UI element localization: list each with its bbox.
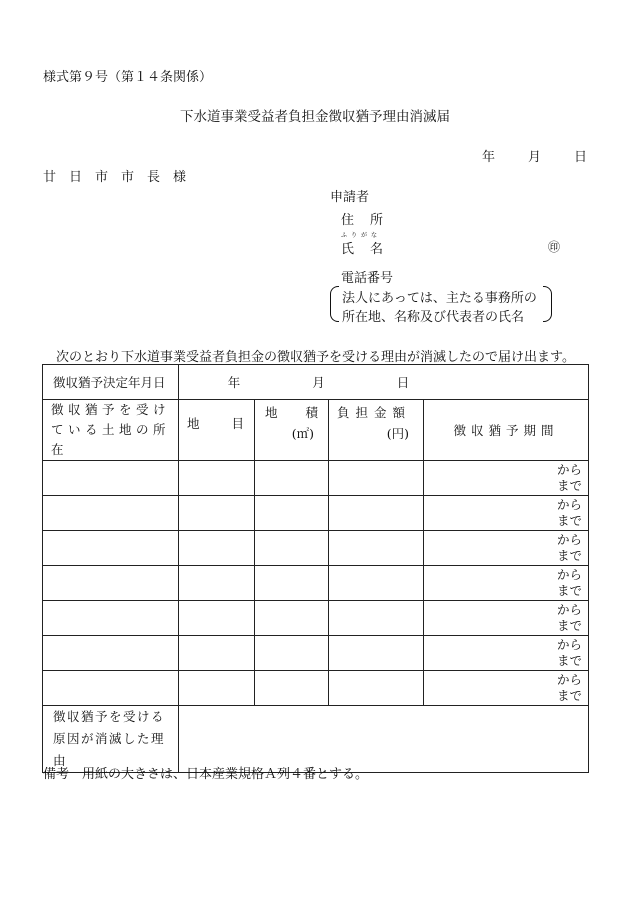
location-cell[interactable] bbox=[43, 601, 179, 636]
period-to-label: まで bbox=[557, 513, 583, 528]
burden-amount-cell[interactable] bbox=[329, 671, 424, 706]
period-to-label: まで bbox=[557, 583, 583, 598]
location-cell[interactable] bbox=[43, 636, 179, 671]
location-cell[interactable] bbox=[43, 671, 179, 706]
period-from-label: から bbox=[557, 637, 583, 652]
location-cell[interactable] bbox=[43, 461, 179, 496]
address-label: 住 所 bbox=[341, 213, 384, 228]
land-category-cell[interactable] bbox=[179, 496, 255, 531]
seal-mark: ㊞ bbox=[548, 240, 561, 254]
period-from-label: から bbox=[557, 567, 583, 582]
deferral-period-cell[interactable] bbox=[424, 531, 589, 566]
area-cell[interactable] bbox=[255, 601, 329, 636]
land-category-cell[interactable] bbox=[179, 636, 255, 671]
area-cell[interactable] bbox=[255, 671, 329, 706]
header-location: 徴収猶予を受けている土地の所在 bbox=[43, 400, 179, 461]
burden-amount-cell[interactable] bbox=[329, 636, 424, 671]
addressee: 廿 日 市 市 長 様 bbox=[43, 170, 187, 185]
year-label: 年 bbox=[482, 150, 496, 165]
notification-table bbox=[42, 364, 589, 773]
header-deferral-period: 徴収猶予期間 bbox=[424, 400, 589, 461]
area-cell[interactable] bbox=[255, 461, 329, 496]
name-label: 氏 名 bbox=[341, 242, 384, 257]
header-burden-amount: 負担金額 (円) bbox=[329, 400, 424, 461]
header-area: 地 積 (㎡) bbox=[255, 400, 329, 461]
location-cell[interactable] bbox=[43, 496, 179, 531]
table-row bbox=[43, 461, 589, 496]
period-from-label: から bbox=[557, 497, 583, 512]
period-to-label: まで bbox=[557, 478, 583, 493]
area-cell[interactable] bbox=[255, 636, 329, 671]
period-to-label: まで bbox=[557, 688, 583, 703]
document-title: 下水道事業受益者負担金徴収猶予理由消滅届 bbox=[180, 109, 450, 125]
table-row bbox=[43, 671, 589, 706]
burden-amount-cell[interactable] bbox=[329, 601, 424, 636]
header-land-category: 地 目 bbox=[179, 400, 255, 461]
form-number: 様式第９号（第１４条関係） bbox=[43, 70, 213, 85]
land-category-cell[interactable] bbox=[179, 461, 255, 496]
deferral-period-cell[interactable] bbox=[424, 636, 589, 671]
deferral-period-cell[interactable] bbox=[424, 461, 589, 496]
month-label: 月 bbox=[528, 150, 542, 165]
table-row bbox=[43, 601, 589, 636]
land-category-cell[interactable] bbox=[179, 601, 255, 636]
period-to-label: まで bbox=[557, 548, 583, 563]
deferral-period-cell[interactable] bbox=[424, 496, 589, 531]
burden-amount-cell[interactable] bbox=[329, 566, 424, 601]
decision-date-field[interactable]: 年 月 日 bbox=[179, 365, 589, 400]
reason-label: 徴収猶予を受ける原因が消滅した理由 bbox=[43, 706, 179, 773]
period-to-label: まで bbox=[557, 653, 583, 668]
location-cell[interactable] bbox=[43, 566, 179, 601]
corporate-note: 法人にあっては、主たる事務所の 所在地、名称及び代表者の氏名 bbox=[330, 284, 552, 324]
table-row bbox=[43, 531, 589, 566]
phone-label: 電話番号 bbox=[341, 271, 394, 286]
burden-amount-cell[interactable] bbox=[329, 496, 424, 531]
land-category-cell[interactable] bbox=[179, 566, 255, 601]
period-from-label: から bbox=[557, 462, 583, 477]
decision-date-label: 徴収猶予決定年月日 bbox=[43, 365, 179, 400]
period-to-label: まで bbox=[557, 618, 583, 633]
area-cell[interactable] bbox=[255, 496, 329, 531]
deferral-period-cell[interactable] bbox=[424, 671, 589, 706]
burden-amount-cell[interactable] bbox=[329, 531, 424, 566]
table-row bbox=[43, 566, 589, 601]
deferral-period-cell[interactable] bbox=[424, 566, 589, 601]
furigana-label: ふりがな bbox=[341, 232, 382, 239]
period-from-label: から bbox=[557, 532, 583, 547]
deferral-period-cell[interactable] bbox=[424, 601, 589, 636]
land-category-cell[interactable] bbox=[179, 531, 255, 566]
area-cell[interactable] bbox=[255, 566, 329, 601]
period-from-label: から bbox=[557, 602, 583, 617]
table-row bbox=[43, 496, 589, 531]
day-label: 日 bbox=[574, 150, 588, 165]
remarks-note: 備考 用紙の大きさは、日本産業規格Ａ列４番とする。 bbox=[43, 767, 369, 782]
table-row bbox=[43, 636, 589, 671]
land-category-cell[interactable] bbox=[179, 671, 255, 706]
area-cell[interactable] bbox=[255, 531, 329, 566]
applicant-heading: 申請者 bbox=[330, 190, 370, 205]
location-cell[interactable] bbox=[43, 531, 179, 566]
period-from-label: から bbox=[557, 672, 583, 687]
intro-text: 次のとおり下水道事業受益者負担金の徴収猶予を受ける理由が消滅したので届け出ます。 bbox=[56, 350, 575, 365]
burden-amount-cell[interactable] bbox=[329, 461, 424, 496]
